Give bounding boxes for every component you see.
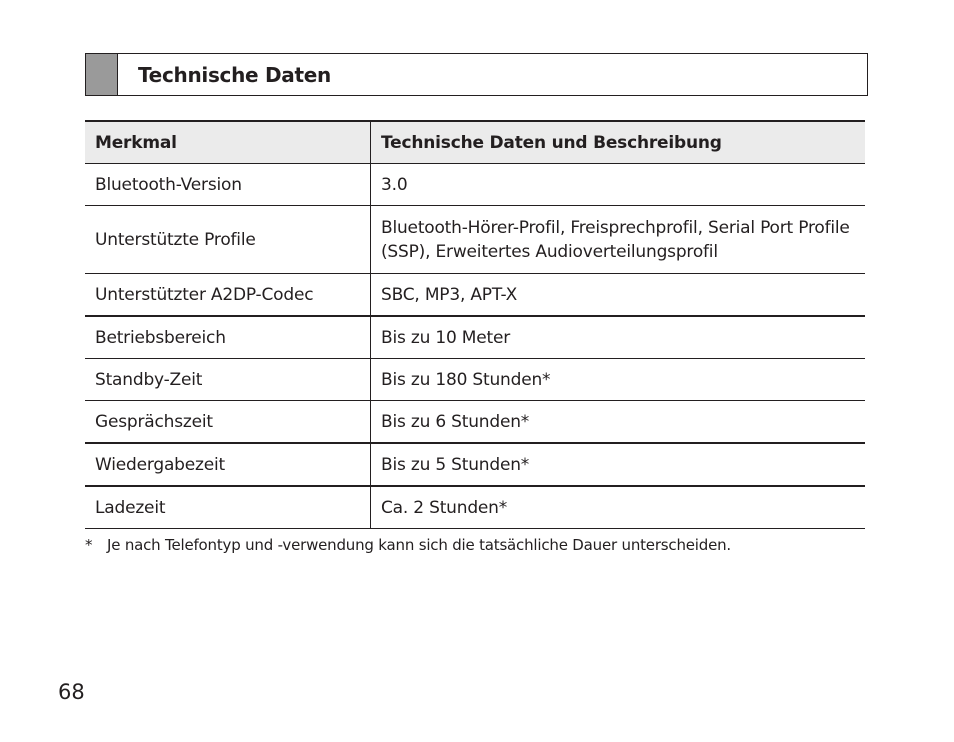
description-cell: Bis zu 5 Stunden* [371, 443, 866, 486]
table-row [85, 206, 865, 274]
section-header [85, 53, 868, 96]
feature-cell: Gesprächszeit [85, 401, 371, 444]
page-number: 68 [58, 680, 85, 704]
feature-cell: Wiedergabezeit [85, 443, 371, 486]
table-row [85, 316, 865, 359]
footnote-text: Je nach Telefontyp und -verwendung kann sich die tatsächliche Dauer unterscheiden. [107, 536, 731, 554]
description-cell: 3.0 [371, 164, 866, 206]
table-row [85, 164, 865, 206]
column-header-description: Technische Daten und Beschreibung [371, 121, 866, 164]
feature-cell: Betriebsbereich [85, 316, 371, 359]
description-cell: SBC, MP3, APT-X [371, 274, 866, 317]
feature-cell: Standby-Zeit [85, 359, 371, 401]
feature-cell: Unterstützter A2DP-Codec [85, 274, 371, 317]
feature-cell: Bluetooth-Version [85, 164, 371, 206]
column-header-feature: Merkmal [85, 121, 371, 164]
section-marker [86, 54, 118, 95]
specs-table [85, 120, 865, 529]
footnote-marker: * [85, 536, 93, 554]
feature-cell: Unterstützte Profile [85, 206, 371, 274]
table-row [85, 401, 865, 444]
table-row [85, 359, 865, 401]
section-title: Technische Daten [138, 62, 331, 87]
table-row [85, 274, 865, 317]
table-row [85, 486, 865, 529]
description-cell: Ca. 2 Stunden* [371, 486, 866, 529]
description-cell: Bluetooth-Hörer-Profil, Freisprechprofil, Serial Port Profile (SSP), Erweitertes Audioverteilungsprofil [371, 206, 866, 274]
table-header-row [85, 121, 865, 164]
footnote [85, 536, 731, 554]
table-row [85, 443, 865, 486]
feature-cell: Ladezeit [85, 486, 371, 529]
description-cell: Bis zu 6 Stunden* [371, 401, 866, 444]
description-cell: Bis zu 10 Meter [371, 316, 866, 359]
description-cell: Bis zu 180 Stunden* [371, 359, 866, 401]
